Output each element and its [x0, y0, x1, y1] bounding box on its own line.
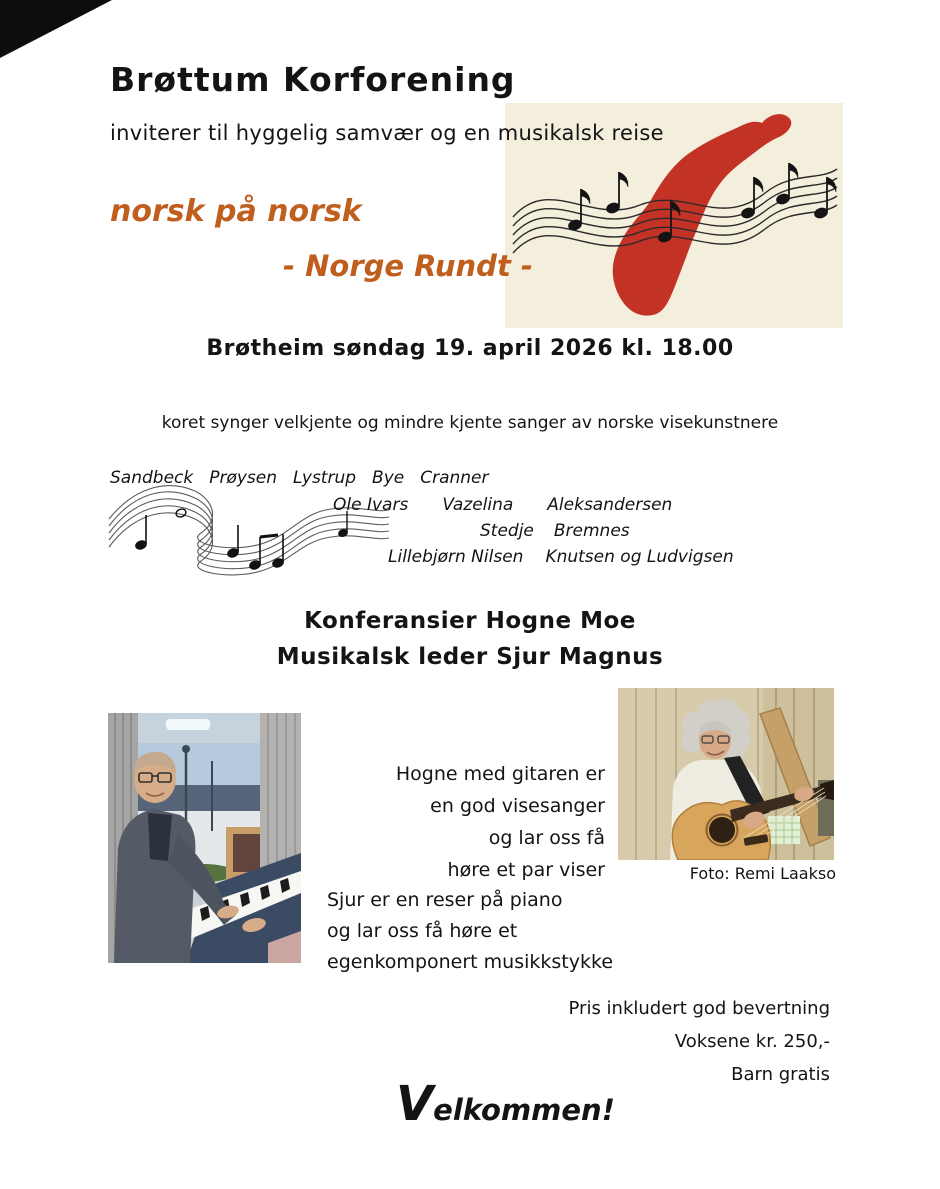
- pricing-line: Voksene kr. 250,-: [674, 1031, 830, 1052]
- artist-name: Ole Ivars: [333, 495, 409, 515]
- welcome-rest: elkommen!: [433, 1093, 615, 1127]
- artist-name: Prøysen: [209, 468, 278, 488]
- welcome-initial: V: [396, 1076, 434, 1132]
- org-name: Brøttum Korforening: [110, 60, 516, 99]
- hogne-blurb-line: en god visesanger: [430, 795, 605, 817]
- page-corner-fold: [0, 0, 112, 58]
- artist-name: Lillebjørn Nilsen: [388, 547, 524, 567]
- artist-line-2: [333, 495, 672, 515]
- artist-name: Sandbeck: [110, 468, 194, 488]
- artist-name: Lystrup: [293, 468, 357, 488]
- sjur-blurb: [327, 885, 613, 978]
- hogne-blurb: [396, 758, 605, 886]
- artist-name: Bremnes: [553, 521, 630, 541]
- artist-line-4: [388, 547, 734, 567]
- event-name-line2: - Norge Rundt -: [283, 249, 533, 283]
- sjur-blurb-line: og lar oss få høre et: [327, 920, 518, 942]
- director-line: Musikalsk leder Sjur Magnus: [276, 644, 664, 670]
- hogne-blurb-line: og lar oss få: [488, 827, 605, 849]
- photo-credit: Foto: Remi Laakso: [689, 864, 836, 883]
- hogne-blurb-line: høre et par viser: [447, 859, 605, 881]
- artist-name: Knutsen og Ludvigsen: [545, 547, 734, 567]
- pricing-line: Pris inkludert god bevertning: [568, 998, 830, 1019]
- artist-name: Aleksandersen: [547, 495, 673, 515]
- artist-name: Bye: [372, 468, 405, 488]
- photo-sjur-piano: [108, 713, 301, 963]
- welcome-message: [396, 1076, 615, 1132]
- artist-line-3: [480, 521, 630, 541]
- host-line: Konferansier Hogne Moe: [304, 608, 636, 634]
- artist-name: Vazelina: [442, 495, 514, 515]
- artist-name: Cranner: [420, 468, 489, 488]
- event-name-line1: norsk på norsk: [110, 194, 362, 229]
- artist-line-1: [110, 468, 489, 488]
- invite-line: inviterer til hyggelig samvær og en musikalsk reise: [110, 121, 664, 145]
- hogne-blurb-line: Hogne med gitaren er: [395, 763, 605, 785]
- sjur-blurb-line: egenkomponert musikkstykke: [327, 951, 614, 973]
- pricing-line: Barn gratis: [731, 1064, 830, 1085]
- venue-datetime: Brøtheim søndag 19. april 2026 kl. 18.00: [206, 336, 734, 361]
- photo-hogne-guitar: [618, 688, 834, 860]
- sjur-blurb-line: Sjur er en reser på piano: [327, 889, 563, 911]
- artist-name: Stedje: [480, 521, 534, 541]
- program-note: koret synger velkjente og mindre kjente sanger av norske visekunstnere: [161, 413, 779, 433]
